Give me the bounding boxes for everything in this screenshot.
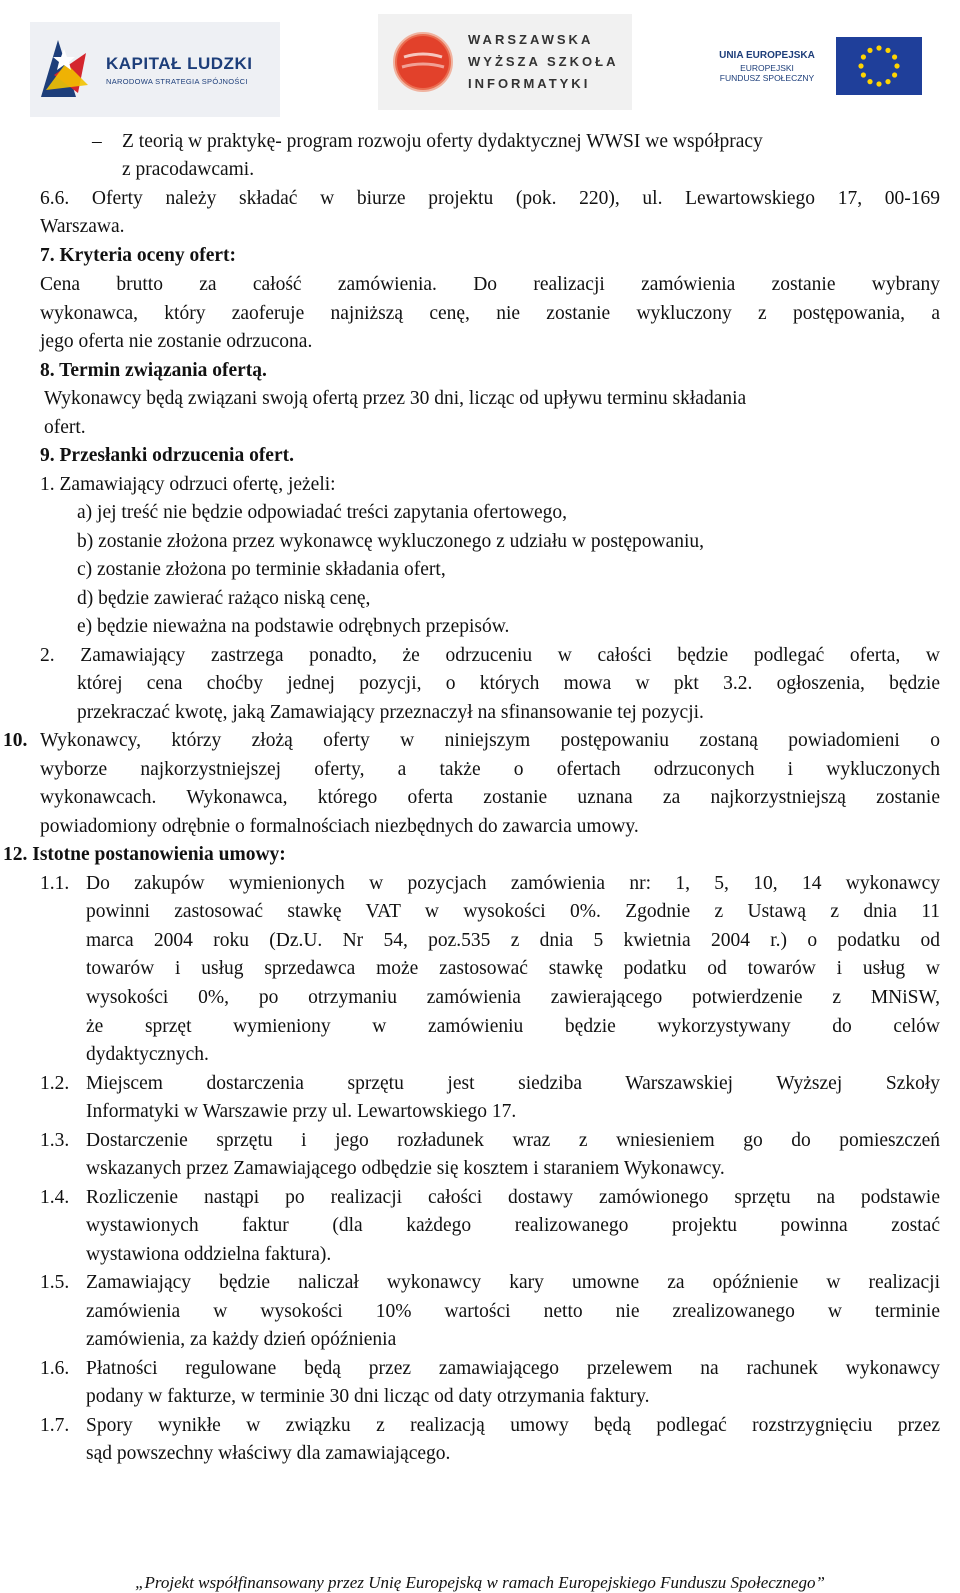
- eu-flag-icon: [836, 37, 922, 95]
- kapital-ludzki-icon: [36, 35, 96, 105]
- logo-subtitle: NARODOWA STRATEGIA SPÓJNOŚCI: [106, 76, 248, 86]
- text-line: ofert.: [44, 417, 86, 438]
- text-line: Z teorią w praktykę- program rozwoju oferty dydaktycznej WWSI we współpracy: [122, 131, 763, 152]
- text-line: jego oferta nie zostanie odrzucona.: [40, 331, 313, 352]
- clause-number: 1.2.: [40, 1073, 70, 1094]
- text-line: sąd powszechny właściwy dla zamawiającego.: [86, 1443, 451, 1464]
- text-line: Informatyki w Warszawie przy ul. Lewartowskiego 17.: [86, 1101, 517, 1122]
- text-line: wykonawca, który zaoferuje najniższą cenę, nie zostanie wykluczony z postępowania, a: [40, 303, 940, 324]
- text-line: Wykonawcy, którzy złożą oferty w niniejszym postępowaniu zostaną powiadomieni o: [40, 730, 940, 751]
- wwsi-emblem-icon: [384, 23, 462, 101]
- logo-line-1: WARSZAWSKA: [468, 32, 594, 47]
- logo-title: KAPITAŁ LUDZKI: [106, 53, 253, 73]
- text-line: wystawionych faktur (dla każdego realizowanego projektu powinna zostać: [86, 1215, 940, 1236]
- clause-number: 1.5.: [40, 1272, 70, 1293]
- text-line: wysokości 0%, po otrzymaniu zamówienia zawierającego potwierdzenie z MNiSW,: [86, 987, 940, 1008]
- list-item: a) jej treść nie będzie odpowiadać treści zapytania ofertowego,: [77, 502, 567, 523]
- text-line: 2. Zamawiający zastrzega ponadto, że odrzuceniu w całości będzie podlegać oferta, w: [40, 645, 940, 666]
- text-line: przekraczać kwotę, jaką Zamawiający przeznaczył na sfinansowanie tej pozycji.: [77, 702, 704, 723]
- text-line: marca 2004 roku (Dz.U. Nr 54, poz.535 z dnia 5 kwietnia 2004 r.) o podatku od: [86, 930, 940, 951]
- text-line: wystawiona oddzielna faktura).: [86, 1244, 332, 1265]
- text-line: 6.6. Oferty należy składać w biurze projektu (pok. 220), ul. Lewartowskiego 17, 00-169: [40, 188, 940, 209]
- clause-number: 1.1.: [40, 873, 70, 894]
- text-line: wykonawcach. Wykonawca, którego oferta zostanie uznana za najkorzystniejszą zostanie: [40, 787, 940, 808]
- wwsi-logo: [378, 14, 632, 110]
- logo-line-2: EUROPEJSKI: [740, 62, 794, 73]
- text-line: Płatności regulowane będą przez zamawiającego przelewem na rachunek wykonawcy: [86, 1358, 940, 1379]
- text-line: wyborze najkorzystniejszej oferty, a także o ofertach odrzuconych i wykluczonych: [40, 759, 940, 780]
- text-line: że sprzęt wymieniony w zamówieniu będzie wykorzystywany do celów: [86, 1016, 940, 1037]
- dash-bullet: –: [92, 131, 102, 152]
- text-line: podany w fakturze, w terminie 30 dni licząc od daty otrzymania faktury.: [86, 1386, 650, 1407]
- text-line: powinni zastosować stawkę VAT w wysokości 0%. Zgodnie z Ustawą z dnia 11: [86, 901, 940, 922]
- text-line: której cena choćby jednej pozycji, o których mowa w pkt 3.2. ogłoszenia, będzie: [77, 673, 940, 694]
- list-item: b) zostanie złożona przez wykonawcę wykluczonego z udziału w postępowaniu,: [77, 531, 705, 552]
- clause-number: 1.6.: [40, 1358, 70, 1379]
- text-line: Rozliczenie nastąpi po realizacji całości dostawy zamówionego sprzętu na podstawie: [86, 1187, 940, 1208]
- text-line: z pracodawcami.: [122, 159, 255, 180]
- text-line: Miejscem dostarczenia sprzętu jest siedziba Warszawskiej Wyższej Szkoły: [86, 1073, 940, 1094]
- text-line: Cena brutto za całość zamówienia. Do realizacji zamówienia zostanie wybrany: [40, 274, 940, 295]
- clause-number: 1.3.: [40, 1130, 70, 1151]
- text-line: wskazanych przez Zamawiającego odbędzie się kosztem i staraniem Wykonawcy.: [86, 1158, 725, 1179]
- logo-line-3: FUNDUSZ SPOŁECZNY: [719, 72, 815, 83]
- text-line: dydaktycznych.: [86, 1044, 209, 1065]
- logo-line-3: INFORMATYKI: [468, 76, 591, 91]
- section-number: 10.: [3, 730, 28, 751]
- text-line: zamówienia, za każdy dzień opóźnienia: [86, 1329, 397, 1350]
- text-line: Wykonawcy będą związani swoją ofertą przez 30 dni, licząc od upływu terminu składania: [44, 388, 747, 409]
- section-heading: 8. Termin związania ofertą.: [40, 360, 267, 381]
- text-line: Dostarczenie sprzętu i jego rozładunek wraz z wniesieniem go do pomieszczeń: [86, 1130, 940, 1151]
- list-item: e) będzie nieważna na podstawie odrębnych przepisów.: [77, 616, 510, 637]
- text-line: towarów i usług sprzedawca może zastosować stawkę podatku od towarów i usług w: [86, 958, 940, 979]
- section-heading: 7. Kryteria oceny ofert:: [40, 245, 236, 266]
- kapital-ludzki-logo: [30, 22, 280, 117]
- section-heading: 9. Przesłanki odrzucenia ofert.: [40, 445, 294, 466]
- text-line: 1. Zamawiający odrzuci ofertę, jeżeli:: [40, 474, 336, 495]
- page-footer: „Projekt współfinansowany przez Unię Europejską w ramach Europejskiego Funduszu Społecznego”: [135, 1573, 825, 1592]
- logo-line-2: WYŻSZA SZKOŁA: [468, 54, 619, 69]
- section-heading: 12. Istotne postanowienia umowy:: [3, 844, 286, 865]
- text-line: zamówienia w wysokości 10% wartości netto nie zrealizowanego w terminie: [86, 1301, 940, 1322]
- text-line: Warszawa.: [40, 216, 125, 237]
- page-header: [0, 0, 960, 135]
- text-line: Spory wynikłe w związku z realizacją umowy będą podlegać rozstrzygnięciu przez: [86, 1415, 940, 1436]
- clause-number: 1.7.: [40, 1415, 70, 1436]
- list-item: c) zostanie złożona po terminie składania ofert,: [77, 559, 446, 580]
- clause-number: 1.4.: [40, 1187, 70, 1208]
- text-line: powiadomiony odrębnie o formalnościach niezbędnych do zawarcia umowy.: [40, 816, 639, 837]
- text-line: Zamawiający będzie naliczał wykonawcy kary umowne za opóźnienie w realizacji: [86, 1272, 940, 1293]
- eu-logo: [708, 26, 930, 106]
- text-line: Do zakupów wymienionych w pozycjach zamówienia nr: 1, 5, 10, 14 wykonawcy: [86, 873, 940, 894]
- list-item: d) będzie zawierać rażąco niską cenę,: [77, 588, 371, 609]
- logo-line-1: UNIA EUROPEJSKA: [719, 49, 815, 61]
